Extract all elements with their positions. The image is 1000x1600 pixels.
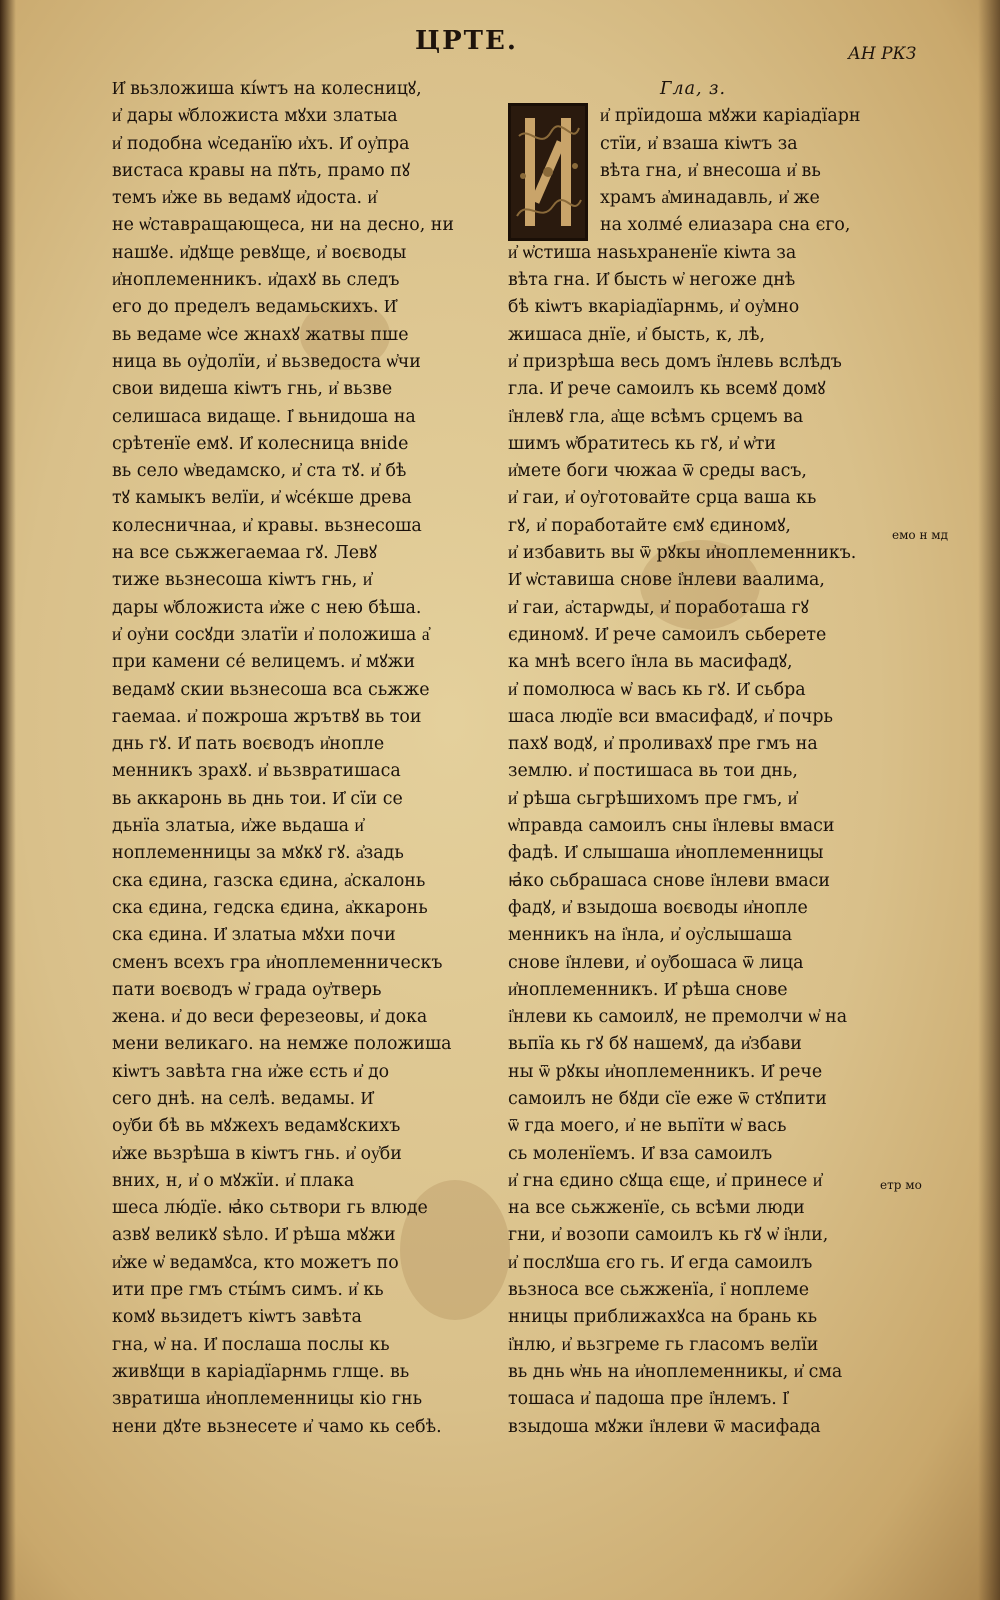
text-line: свои видеша кіѡтъ гнь, и҆ вьзве bbox=[112, 379, 393, 400]
text-line: комꙋ вьзидетъ кіѡтъ завѣта bbox=[112, 1307, 362, 1328]
text-line: вь ведаме ѡ҆се жнахꙋ жатвы пше bbox=[112, 324, 409, 345]
chapter-heading: Гла, з. bbox=[659, 79, 727, 99]
text-line: на все сьжжегаемаа гꙋ. Левꙋ bbox=[112, 543, 377, 564]
text-line: и҆ прїидоша мꙋжи каріадїарн bbox=[600, 106, 861, 127]
text-line: пати воєводъ ѡ҆ града оу҆тверь bbox=[112, 979, 382, 1000]
text-line: при камени се́ велицемъ. и҆ мꙋжи bbox=[112, 652, 416, 673]
folio-number: АН РКЗ bbox=[848, 44, 917, 64]
text-line: мени великаго. на немже положиша bbox=[112, 1034, 452, 1055]
text-line: храмъ а҆минадавль, и҆ же bbox=[600, 188, 820, 209]
text-line: ница вь оу҆долїи, и҆ вьзведоста ѡ҆чи bbox=[112, 351, 421, 372]
margin-note: етр мо bbox=[880, 1178, 922, 1192]
text-line: нени дꙋте вьзнесете и҆ чамо кь себѣ. bbox=[112, 1416, 442, 1437]
text-line: вь аккаронь вь днь тои. И҆ сїи се bbox=[112, 788, 403, 809]
text-line: ны ѿ рꙋкы и҆ноплеменникъ. И҆ рече bbox=[508, 1061, 823, 1082]
text-line: жена. и҆ до веси ферезеовы, и҆ дока bbox=[112, 1007, 428, 1028]
right-text-column bbox=[508, 76, 878, 1441]
left-text-column bbox=[112, 76, 484, 1441]
text-line: и҆ призрѣша весь домъ і҆нлевь вслѣдъ bbox=[508, 351, 842, 372]
text-line: жишаса днїе, и҆ бысть, к, лѣ, bbox=[508, 324, 765, 345]
text-line: ска єдина, газска єдина, а҆скалонь bbox=[112, 870, 426, 891]
text-line: шеса лю́дїе. ꙗ҆ко сьтвори гь влюде bbox=[112, 1198, 428, 1219]
text-line: гни, и҆ возопи самоилъ кь гꙋ ѡ҆ і҆нли, bbox=[508, 1225, 829, 1246]
text-line: ити пре гмъ сты́мъ симъ. и҆ кь bbox=[112, 1280, 384, 1301]
text-line: и҆ помолюса ѡ҆ вась кь гꙋ. И҆ сьбра bbox=[508, 679, 806, 700]
text-line: дьнїа златыа, и҆же вьдаша и҆ bbox=[112, 816, 364, 837]
text-line: ноплеменницы за мꙋкꙋ гꙋ. а҆задь bbox=[112, 843, 404, 864]
text-line: і҆нлю, и҆ вьзгреме гь гласомъ велїи bbox=[508, 1334, 819, 1355]
text-line: тиже вьзнесоша кіѡтъ гнь, и҆ bbox=[112, 570, 373, 591]
text-line: звратиша и҆ноплеменницы кіо гнь bbox=[112, 1389, 423, 1410]
text-line: и҆ гаи, а҆старѡды, и҆ поработаша гꙋ bbox=[508, 597, 809, 618]
text-line: менникъ на і҆нла, и҆ оу҆слышаша bbox=[508, 925, 793, 946]
text-line: тꙋ камыкъ велїи, и҆ ѡ҆се́кше древа bbox=[112, 488, 412, 509]
text-line: и҆ноплеменникъ. И҆ рѣша снове bbox=[508, 979, 788, 1000]
text-line: стїи, и҆ взаша кіѡтъ за bbox=[600, 133, 798, 154]
text-line: кіѡтъ завѣта гна и҆же єсть и҆ до bbox=[112, 1061, 390, 1082]
text-line: сь моленїемъ. И҆ вза самоилъ bbox=[508, 1143, 773, 1164]
text-line: бѣ кіѡтъ вкаріадїарнмь, и҆ оу҆мно bbox=[508, 297, 800, 318]
page-edge-shadow bbox=[978, 0, 1000, 1600]
text-line: днь гꙋ. И҆ пать воєводъ и҆нопле bbox=[112, 734, 385, 755]
text-line: и҆же ѡ҆ ведамꙋса, кто можетъ по bbox=[112, 1252, 399, 1273]
text-line: на все сьжженїе, сь всѣми люди bbox=[508, 1198, 805, 1219]
text-line: и҆ послꙋша єго гь. И҆ егда самоилъ bbox=[508, 1252, 813, 1273]
text-line: шаса людїе вси вмасифадꙋ, и҆ почрь bbox=[508, 706, 834, 727]
text-line: взыдоша мꙋжи і҆нлеви ѿ масифада bbox=[508, 1416, 821, 1437]
margin-note: емо н мд bbox=[892, 528, 949, 542]
text-line: и҆мете боги чюжаа ѿ среды васъ, bbox=[508, 461, 807, 482]
text-line: гꙋ, и҆ поработайте ємꙋ єдиномꙋ, bbox=[508, 515, 791, 536]
text-line: И҆ вьзложиша кі́ѡтъ на колесницꙋ, bbox=[112, 79, 422, 99]
text-line: гаемаа. и҆ пожроша жрътвꙋ вь тои bbox=[112, 706, 422, 727]
text-line: вьзноса все сьжженїа, і҆ ноплеме bbox=[508, 1280, 810, 1301]
text-line: на холме́ елиазара сна єго, bbox=[600, 215, 851, 236]
text-line: вѣта гна. И҆ бысть ѡ҆ негоже днѣ bbox=[508, 270, 796, 291]
text-line: азвꙋ великꙋ ѕѣло. И҆ рѣша мꙋжи bbox=[112, 1225, 396, 1246]
text-line: и҆ гна єдино сꙋща єще, и҆ принесе и҆ bbox=[508, 1170, 823, 1191]
text-line: ѿ гда моего, и҆ не вьпїти ѡ҆ вась bbox=[508, 1116, 787, 1137]
text-line: и҆же вьзрѣша в кіѡтъ гнь. и҆ оу҆би bbox=[112, 1143, 402, 1164]
text-line: вѣта гна, и҆ внесоша и҆ вь bbox=[600, 160, 821, 181]
text-line: вь днь ѡ҆нь на и҆ноплеменникы, и҆ сма bbox=[508, 1361, 843, 1382]
text-line: и҆ноплеменникъ. и҆дахꙋ вь следъ bbox=[112, 270, 400, 291]
text-line: вьпїа кь гꙋ бꙋ нашемꙋ, да и҆збави bbox=[508, 1034, 802, 1055]
text-line: пахꙋ водꙋ, и҆ проливахꙋ пре гмъ на bbox=[508, 734, 818, 755]
text-line: и҆ гаи, и҆ оу҆готовайте срца ваша кь bbox=[508, 488, 817, 509]
text-line: и҆ избавить вы ѿ рꙋкы и҆ноплеменникъ. bbox=[508, 543, 857, 564]
text-line: и҆ ѡ҆стиша наsьхраненїе кіѡта за bbox=[508, 242, 797, 263]
text-line: фадꙋ, и҆ взыдоша воєводы и҆нопле bbox=[508, 897, 808, 918]
text-line: менникъ зрахꙋ. и҆ вьзвратишаса bbox=[112, 761, 401, 782]
text-line: ска єдина. И҆ златыа мꙋхи почи bbox=[112, 925, 396, 946]
text-line: темъ и҆же вь ведамꙋ и҆доста. и҆ bbox=[112, 188, 377, 209]
running-title: ЦРТЕ. bbox=[415, 26, 518, 56]
text-line: самоилъ не бꙋди сїе еже ѿ стꙋпити bbox=[508, 1088, 827, 1109]
text-line: сменъ всехъ гра и҆ноплеменническъ bbox=[112, 952, 443, 973]
text-line: гна, ѡ҆ на. И҆ послаша послы кь bbox=[112, 1334, 390, 1355]
text-line: фадѣ. И҆ слышаша и҆ноплеменницы bbox=[508, 843, 824, 864]
text-line: не ѡ҆ставращающеса, ни на десно, ни bbox=[112, 215, 454, 236]
text-line: вь село ѡ҆ведамско, и҆ ста тꙋ. и҆ бѣ bbox=[112, 461, 407, 482]
text-line: ка мнѣ всего і҆нла вь масифадꙋ, bbox=[508, 652, 793, 673]
text-line: колесничнаа, и҆ кравы. вьзнесоша bbox=[112, 515, 422, 536]
text-line: снове і҆нлеви, и҆ оу҆бошаса ѿ лица bbox=[508, 952, 804, 973]
text-line: нницы приближахꙋса на брань кь bbox=[508, 1307, 818, 1328]
text-line: и҆ рѣша сьгрѣшихомъ пре гмъ, и҆ bbox=[508, 788, 798, 809]
text-line: ска єдина, гедска єдина, а҆ккаронь bbox=[112, 897, 428, 918]
text-line: И҆ ѡ҆ставиша снове і҆нлеви ваалима, bbox=[508, 570, 825, 591]
text-line: єдиномꙋ. И҆ рече самоилъ сьберете bbox=[508, 624, 827, 645]
text-line: срѣтенїе емꙋ. И҆ колесница внide bbox=[112, 433, 409, 454]
text-line: шимъ ѡ҆братитесь кь гꙋ, и҆ ѡ҆ти bbox=[508, 433, 776, 454]
text-line: дары ѡ҆бложиста и҆же с нею бѣша. bbox=[112, 597, 422, 618]
text-line: землю. и҆ постишаса вь тои днь, bbox=[508, 761, 798, 782]
text-line: и҆ дары ѡ҆бложиста мꙋхи златыа bbox=[112, 106, 398, 127]
text-line: его до пределъ ведамьскихъ. И҆ bbox=[112, 297, 397, 318]
text-line: нашꙋе. и҆дꙋще ревꙋще, и҆ воєводы bbox=[112, 242, 407, 263]
text-line: и҆ подобна ѡ҆седанїю и҆хъ. И҆ оу҆пра bbox=[112, 133, 410, 154]
text-line: і҆нлеви кь самоилꙋ, не премолчи ѡ҆ на bbox=[508, 1007, 848, 1028]
page-gutter-shadow bbox=[0, 0, 16, 1600]
text-line: ꙗ҆ко сьбрашаса снове і҆нлеви вмаси bbox=[508, 870, 830, 891]
text-line: вистаса кравы на пꙋть, прамо пꙋ bbox=[112, 160, 411, 181]
text-line: сего днѣ. на селѣ. ведамы. И҆ bbox=[112, 1088, 374, 1109]
text-line: селишаса видаще. І҆ вьнидоша на bbox=[112, 406, 416, 427]
text-line: ѡ҆правда самоилъ сны і҆нлевы вмаси bbox=[508, 816, 835, 837]
text-line: тошаса и҆ падоша пре і҆нлемъ. І҆ bbox=[508, 1389, 789, 1410]
text-line: и҆ оу҆ни сосꙋди златїи и҆ положиша а҆ bbox=[112, 624, 430, 645]
text-line: і҆нлевꙋ гла, а҆ще всѣмъ срцемъ ва bbox=[508, 406, 804, 427]
text-line: вних, н, и҆ о мꙋжїи. и҆ плака bbox=[112, 1170, 355, 1191]
text-line: оу҆би бѣ вь мꙋжехъ ведамꙋскихъ bbox=[112, 1116, 401, 1137]
text-line: ведамꙋ скии вьзнесоша вса сьжже bbox=[112, 679, 430, 700]
text-line: живꙋщи в каріадїарнмь глще. вь bbox=[112, 1361, 410, 1382]
text-line: гла. И҆ рече самоилъ кь всемꙋ домꙋ bbox=[508, 379, 826, 400]
